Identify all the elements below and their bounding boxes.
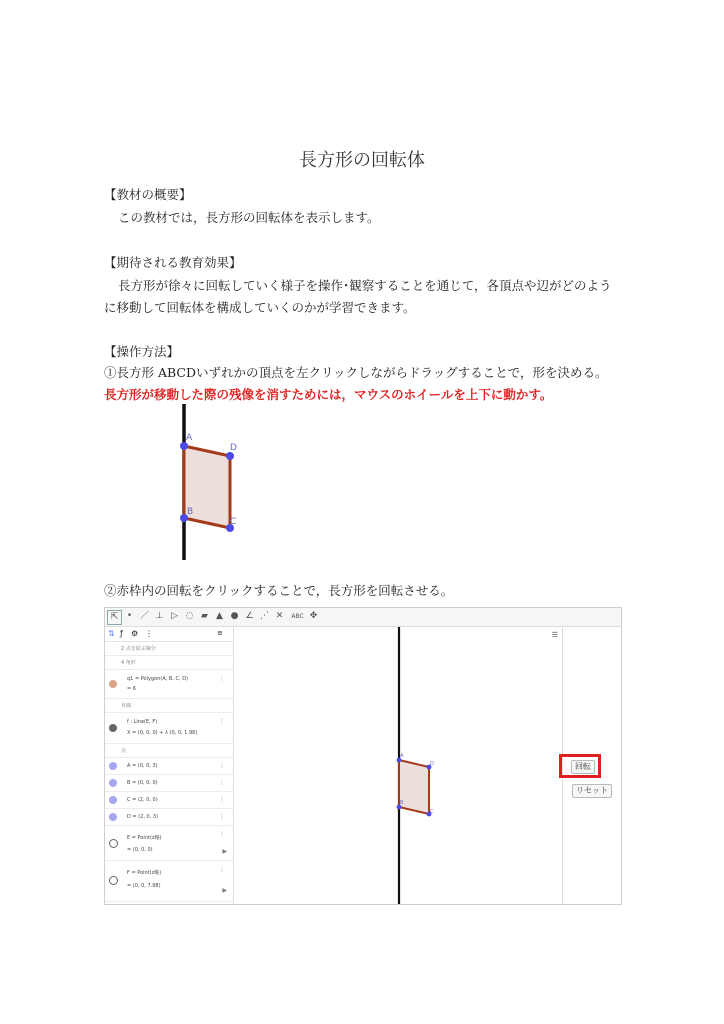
rectangle-figure — [160, 400, 260, 566]
label-b: B — [187, 507, 194, 517]
visibility-toggle[interactable] — [109, 779, 117, 787]
algebra-view — [105, 627, 234, 904]
text-tool-icon[interactable]: ABC — [291, 613, 304, 620]
point-e-definition: E = Point(z軸) — [127, 835, 162, 841]
more-icon[interactable]: ⋮ — [219, 831, 225, 838]
label-c: C — [430, 809, 434, 815]
algebra-item-point-e[interactable] — [105, 826, 233, 861]
polygon-tool-icon[interactable]: ▷ — [171, 611, 178, 621]
move-view-tool-icon[interactable]: ✥ — [309, 611, 318, 621]
more-icon[interactable]: ⋮ — [219, 813, 225, 820]
graphics-settings-icon[interactable]: ☰ — [551, 631, 558, 639]
sort-icon[interactable]: ⇅ — [108, 629, 115, 638]
algebra-header — [105, 627, 233, 642]
category-label: 直線 — [121, 703, 132, 709]
point-tool-icon[interactable]: • — [126, 611, 133, 621]
algebra-item-point-a[interactable] — [105, 758, 233, 775]
label-a: A — [400, 753, 404, 759]
label-a: A — [186, 433, 193, 443]
overview-text: この教材では，長方形の回転体を表示します。 — [118, 210, 380, 225]
algebra-item-point-c[interactable] — [105, 792, 233, 809]
pyramid-tool-icon[interactable]: ▲ — [216, 611, 223, 621]
effects-line2: に移動して回転体を構成していくのかが学習できます。 — [104, 300, 416, 315]
polygon-definition: q1 = Polygon(A, B, C, D) — [127, 676, 188, 682]
visibility-toggle[interactable] — [109, 724, 117, 732]
graphics-view[interactable] — [234, 627, 562, 904]
rotate-button[interactable]: 回転 — [571, 760, 595, 774]
play-icon[interactable]: ▶ — [222, 887, 227, 894]
point-a-value: A = (0, 0, 3) — [127, 763, 158, 769]
side-panel — [562, 627, 622, 904]
line-definition: f : Line(E, F) — [127, 719, 158, 725]
more-icon[interactable]: ⋮ — [219, 796, 225, 803]
more-icon[interactable]: ⋮ — [219, 718, 225, 725]
more-icon[interactable]: ⋮ — [219, 866, 225, 873]
algebra-item-polygon[interactable] — [105, 670, 233, 699]
more-icon[interactable]: ⋮ — [219, 779, 225, 786]
more-icon[interactable]: ⋮ — [219, 762, 225, 769]
move-tool-icon[interactable]: ⇱ — [107, 610, 122, 625]
line-value: X = (0, 0, 0) + λ (0, 0, 1.98) — [127, 730, 198, 736]
circle-tool-icon[interactable]: ◌ — [185, 611, 194, 621]
label-c: C — [230, 517, 237, 527]
algebra-item-point-b[interactable] — [105, 775, 233, 792]
extrude-tool-icon[interactable]: ✕ — [275, 611, 284, 621]
keyboard-icon[interactable]: ≡ — [217, 629, 223, 637]
overview-heading: 【教材の概要】 — [104, 187, 192, 202]
geogebra-screenshot — [104, 607, 622, 905]
reset-button[interactable]: リセット — [572, 784, 612, 798]
fx-icon[interactable]: ƒ — [120, 629, 123, 638]
perpendicular-tool-icon[interactable]: ⊥ — [155, 611, 164, 621]
visibility-toggle[interactable] — [109, 813, 117, 821]
plane-tool-icon[interactable]: ▰ — [201, 611, 208, 621]
page-title: 長方形の回転体 — [299, 150, 425, 171]
vertex-d — [226, 452, 234, 460]
visibility-toggle[interactable] — [109, 796, 117, 804]
label-d: D — [230, 443, 237, 453]
operation-step1: ①長方形 ABCDいずれかの頂点を左クリックしながらドラッグすることで，形を決める。 — [104, 365, 608, 380]
operation-heading: 【操作方法】 — [104, 344, 180, 359]
point-e-value: = (0, 0, 0) — [127, 847, 153, 853]
visibility-toggle[interactable] — [109, 839, 118, 848]
category-label: 2 点を結ぶ線分 — [121, 646, 156, 652]
more-icon[interactable]: ⋮ — [145, 629, 153, 638]
reflect-tool-icon[interactable]: ⋰ — [260, 611, 269, 621]
category-label: 点 — [121, 748, 127, 754]
point-d-value: D = (2, 0, 3) — [127, 814, 159, 820]
visibility-toggle[interactable] — [109, 680, 117, 688]
visibility-toggle[interactable] — [109, 762, 117, 770]
rectangle-abcd — [399, 760, 429, 814]
category-row — [105, 744, 233, 758]
graphics-canvas — [234, 627, 562, 904]
line-tool-icon[interactable]: ／ — [139, 611, 149, 621]
angle-tool-icon[interactable]: ∠ — [245, 611, 254, 621]
gear-icon[interactable]: ⚙ — [131, 629, 139, 638]
category-row — [105, 699, 233, 713]
play-icon[interactable]: ▶ — [222, 848, 227, 855]
polygon-value: = 6 — [127, 686, 136, 692]
algebra-item-point-f[interactable] — [105, 861, 233, 902]
visibility-toggle[interactable] — [109, 876, 118, 885]
algebra-item-point-d[interactable] — [105, 809, 233, 826]
label-d: D — [430, 761, 434, 767]
vertex-a — [180, 442, 188, 450]
point-f-definition: F = Point(z軸) — [127, 870, 162, 876]
operation-step2: ②赤枠内の回転をクリックすることで，長方形を回転させる。 — [104, 583, 454, 598]
effects-line1: 長方形が徐々に回転していく様子を操作･観察することを通じて，各頂点や辺がどのよう — [118, 278, 612, 293]
operation-warning: 長方形が移動した際の残像を消すためには，マウスのホイールを上下に動かす。 — [104, 387, 553, 402]
sphere-tool-icon[interactable]: ● — [230, 611, 239, 621]
more-icon[interactable]: ⋮ — [219, 675, 225, 682]
category-label: 4 角形 — [121, 660, 136, 666]
algebra-item-line[interactable] — [105, 713, 233, 744]
category-row — [105, 656, 233, 670]
point-f-value: = (0, 0, 7.98) — [127, 883, 161, 889]
label-b: B — [400, 800, 404, 806]
point-b-value: B = (0, 0, 0) — [127, 780, 158, 786]
effects-heading: 【期待される教育効果】 — [104, 255, 242, 270]
category-row — [105, 642, 233, 656]
toolbar — [105, 608, 621, 627]
point-c-value: C = (2, 0, 0) — [127, 797, 158, 803]
